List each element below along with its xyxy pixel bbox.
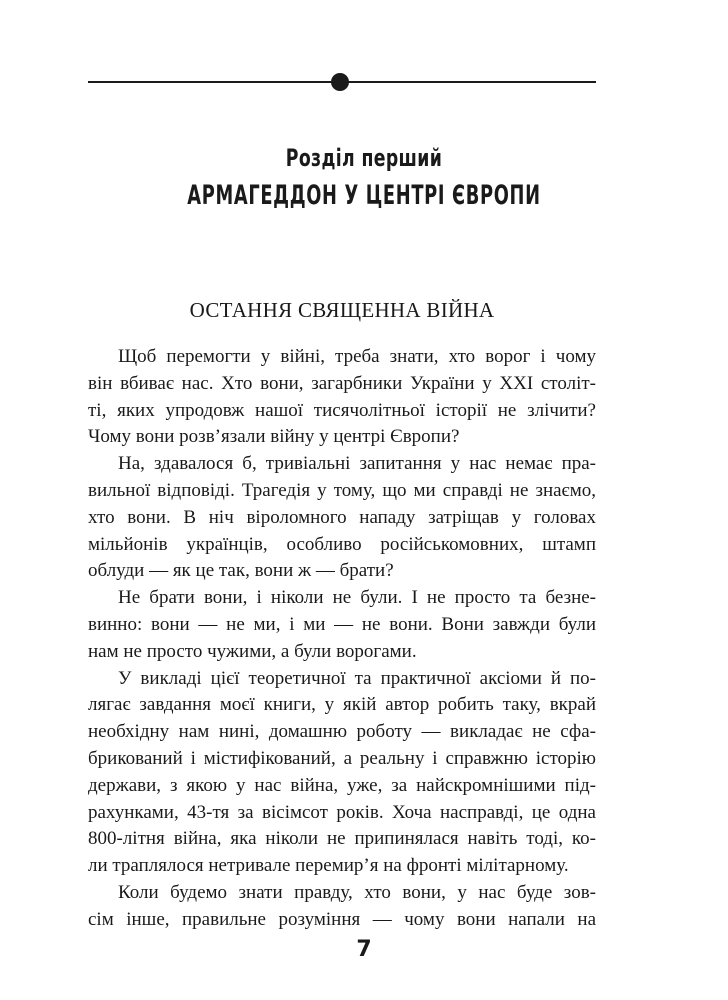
text-line: він вбиває нас. Хто вони, загарбники України у ХХІ століт- (88, 372, 596, 394)
text-line: Коли будемо знати правду, хто вони, у нас буде зов- (118, 881, 596, 903)
section-heading: ОСТАННЯ СВЯЩЕННА ВІЙНА (189, 298, 495, 322)
text-line: облуди — як це так, вони ж — брати? (88, 560, 394, 582)
text-line: 800-літня війна, яка ніколи не припинялася навіть тоді, ко- (88, 828, 596, 850)
rule-ornament-dot (331, 73, 349, 91)
text-line: ли траплялося нетривале перемир’я на фронті мілітарному. (88, 855, 569, 877)
text-line: винно: вони — не ми, і ми — не вони. Вони завжди були (88, 613, 596, 635)
text-line: ті, яких упродовж нашої тисячолітньої історії не злічити? (88, 399, 596, 421)
text-line: Не брати вони, і ніколи не були. І не просто та безне- (118, 587, 596, 609)
chapter-title: АРМАГЕДДОН У ЦЕНТРІ ЄВРОПИ (187, 180, 541, 211)
text-line: сім інше, правильне розуміння — чому вони напали на (88, 908, 596, 930)
text-line: вильної відповіді. Трагедія у тому, що ми справді не знаємо, (88, 479, 596, 501)
text-line: Щоб перемогти у війні, треба знати, хто ворог і чому (118, 346, 596, 367)
text-line: держави, з якою у нас війна, уже, за найскромнішими під- (88, 774, 596, 796)
text-line: мільйонів українців, особливо російськомовних, штамп (88, 533, 596, 555)
text-line: На, здавалося б, тривіальні запитання у нас немає пра- (118, 453, 596, 475)
text-line: рахунками, 43-тя за вісімсот років. Хоча насправді, це одна (88, 801, 596, 823)
text-line: Чому вони розв’язали війну у центрі Європи? (88, 426, 460, 448)
text-line: нам не просто чужими, а були ворогами. (88, 640, 417, 662)
text-line: У викладі цієї теоретичної та практичної аксіоми й по- (118, 667, 596, 689)
page-number: 7 (356, 937, 372, 962)
chapter-label: Розділ перший (285, 144, 443, 172)
text-line: необхідну нам нині, домашню роботу — викладає не сфа- (88, 721, 596, 743)
text-line: хто вони. В ніч віроломного нападу затріщав у головах (88, 506, 596, 528)
text-line: лягає завдання моєї книги, у якій автор робить таку, вкрай (88, 694, 596, 716)
body-text (88, 344, 596, 934)
text-line: брикований і містифікований, а реальну і справжню історію (88, 747, 596, 769)
